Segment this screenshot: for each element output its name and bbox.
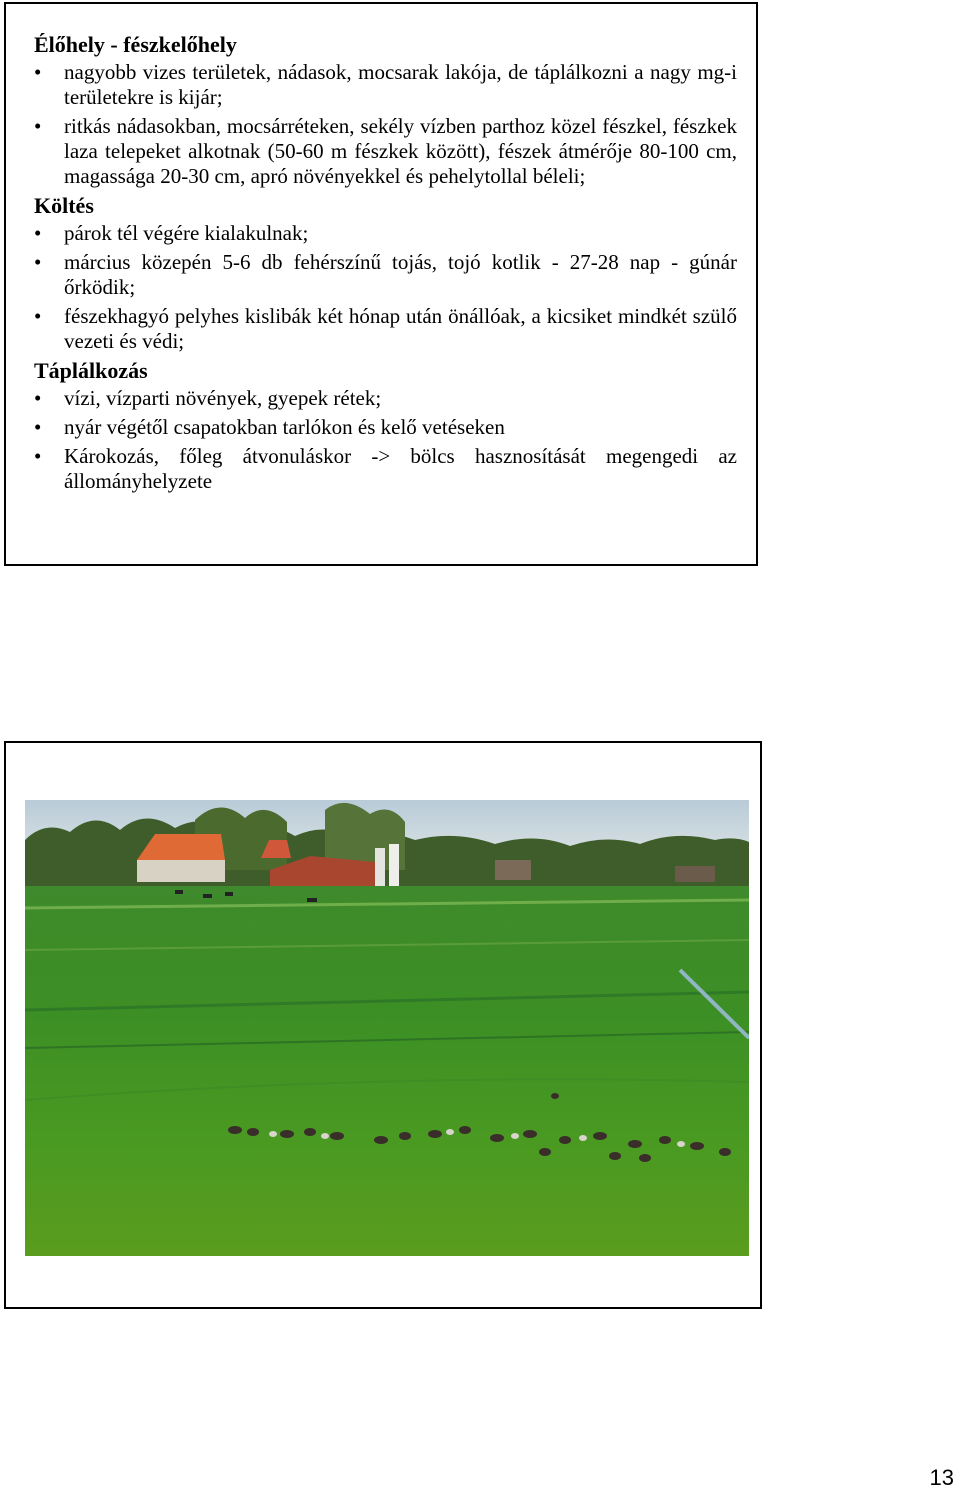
list-item-text: Károkozás, főleg átvonuláskor -> bölcs hasznosítását megengedi az állományhelyzete [64,444,737,493]
bullet-icon: • [34,114,42,138]
bullet-icon: • [34,304,42,328]
list-item-text: március közepén 5-6 db fehérszínű tojás, tojó kotlik - 27-28 nap - gúnár őrködik; [64,250,737,299]
landscape-photo-icon [25,800,749,1256]
bullet-list-breeding [34,221,737,354]
page-number: 13 [929,1465,954,1490]
list-item-text: vízi, vízparti növények, gyepek rétek; [64,386,382,410]
slide-photo-panel [4,741,762,1309]
bullet-list-feeding [34,386,737,494]
bullet-icon: • [34,250,42,274]
silo [375,848,385,886]
farmhouse-wall [137,860,225,882]
list-item-text: ritkás nádasokban, mocsárréteken, sekély vízben parthoz közel fészkel, fészkek laza telepeket alkotnak (50-60 m fészkek között), fészek átmérője 80-100 cm, magassága 20-30 cm, apró növényekkel és pehelytollal béleli; [64,114,737,188]
building [495,860,531,880]
bullet-icon: • [34,221,42,245]
list-item-text: nyár végétől csapatokban tarlókon és kelő vetéseken [64,415,505,439]
list-item [34,114,737,189]
list-item [34,60,737,110]
section-heading-habitat: Élőhely - fészkelőhely [34,32,237,57]
bullet-icon: • [34,415,42,439]
slide-text-content [34,32,737,498]
list-item [34,444,737,494]
list-item-text: nagyobb vizes területek, nádasok, mocsarak lakója, de táplálkozni a nagy mg-i területekre is kijár; [64,60,737,109]
bullet-list-habitat [34,60,737,189]
building [675,866,715,882]
section-heading-breeding: Költés [34,193,94,218]
list-item [34,304,737,354]
photo-svg [25,800,749,1256]
list-item [34,386,737,411]
slide-text-panel [4,2,758,566]
list-item-text: fészekhagyó pelyhes kislibák két hónap után önállóak, a kicsiket mindkét szülő vezeti és védi; [64,304,737,353]
list-item [34,415,737,440]
bullet-icon: • [34,444,42,468]
bullet-icon: • [34,60,42,84]
list-item [34,221,737,246]
list-item [34,250,737,300]
silo [389,844,399,886]
section-heading-feeding: Táplálkozás [34,358,148,383]
bullet-icon: • [34,386,42,410]
list-item-text: párok tél végére kialakulnak; [64,221,309,245]
